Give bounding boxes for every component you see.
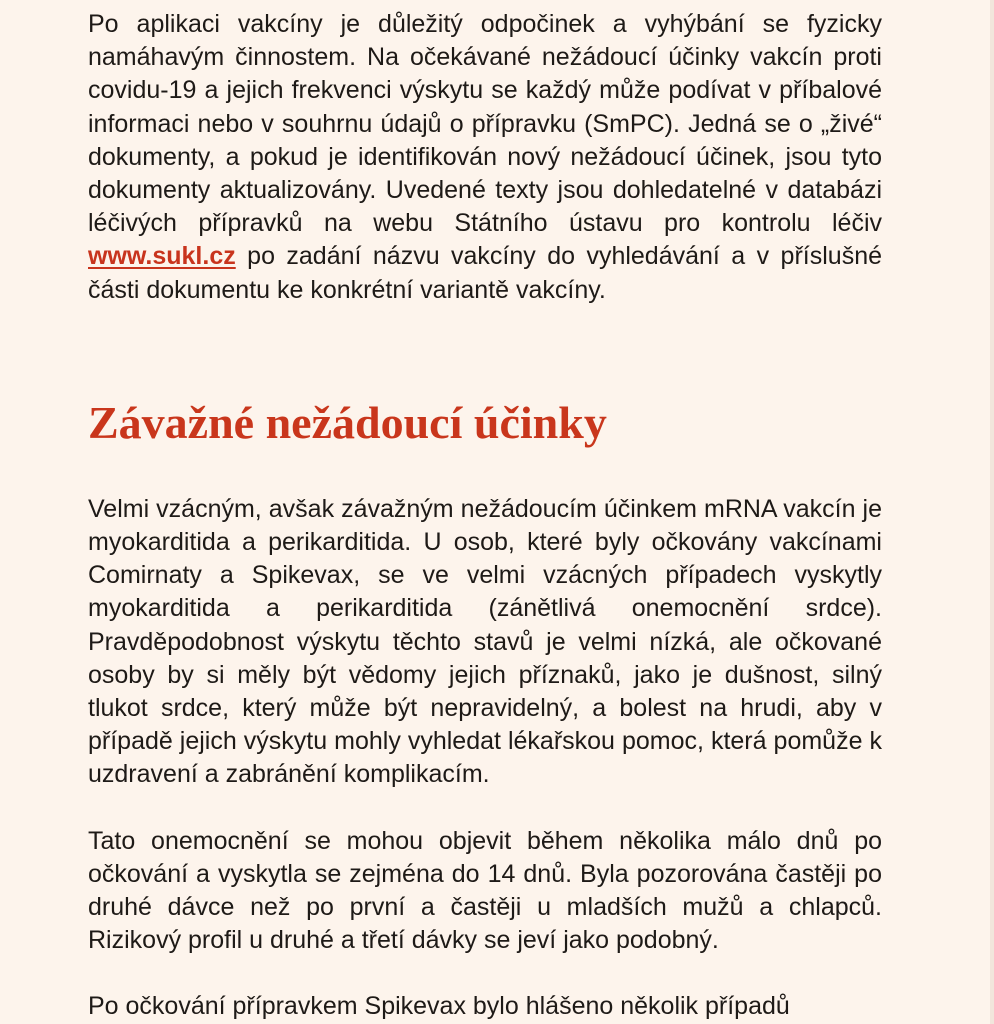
sukl-link[interactable]: www.sukl.cz (88, 242, 236, 271)
paragraph-onset: Tato onemocnění se mohou objevit během několika málo dnů po očkování a vyskytla se zejména do 14 dnů. Byla pozorována častěji po druhé dávce než po první a častěji u mladších mužů a chlapců. Rizikový profil u druhé a třetí dávky se jeví jako podobný. (88, 826, 882, 955)
paragraph-spikevax: Po očkování přípravkem Spikevax bylo hlášeno několik případů (88, 992, 790, 1021)
page-edge (990, 0, 994, 1024)
paragraph-myocarditis: Velmi vzácným, avšak závažným nežádoucím účinkem mRNA vakcín je myokarditida a perikarditida. U osob, které byly očkovány vakcínami Comirnaty a Spikevax, se ve velmi vzácných případech vyskytly myokarditida a perikarditida (zánětlivá onemocnění srdce). Pravděpodobnost výskytu těchto stavů je velmi nízká, ale očkované osoby by si měly být vědomy jejich příznaků, jako je dušnost, silný tlukot srdce, který může být nepravidelný, a bolest na hrudi, aby v případě jejich výskytu mohly vyhledat lékařskou pomoc, která pomůže k uzdravení a zabránění komplikacím. (88, 494, 882, 789)
article-body (88, 8, 882, 1024)
paragraph-intro-text-end: po zadání názvu vakcíny do vyhledávání a v příslušné části dokumentu ke konkrétní variantě vakcíny. (88, 242, 882, 304)
paragraph-intro (88, 8, 882, 307)
paragraph-intro-text: Po aplikaci vakcíny je důležitý odpočinek a vyhýbání se fyzicky namáhavým činnostem. Na očekávané nežádoucí účinky vakcín proti covidu-19 a jejich frekvenci výskytu se každý může podívat v příbalové informaci nebo v souhrnu údajů o přípravku (SmPC). Jedná se o „živé“ dokumenty, a pokud je identifikován nový nežádoucí účinek, jsou tyto dokumenty aktualizovány. Uvedené texty jsou dohledatelné v databázi léčivých přípravků na webu Státního ústavu pro kontrolu léčiv (88, 10, 882, 238)
section-heading: Závažné nežádoucí účinky (88, 396, 607, 448)
